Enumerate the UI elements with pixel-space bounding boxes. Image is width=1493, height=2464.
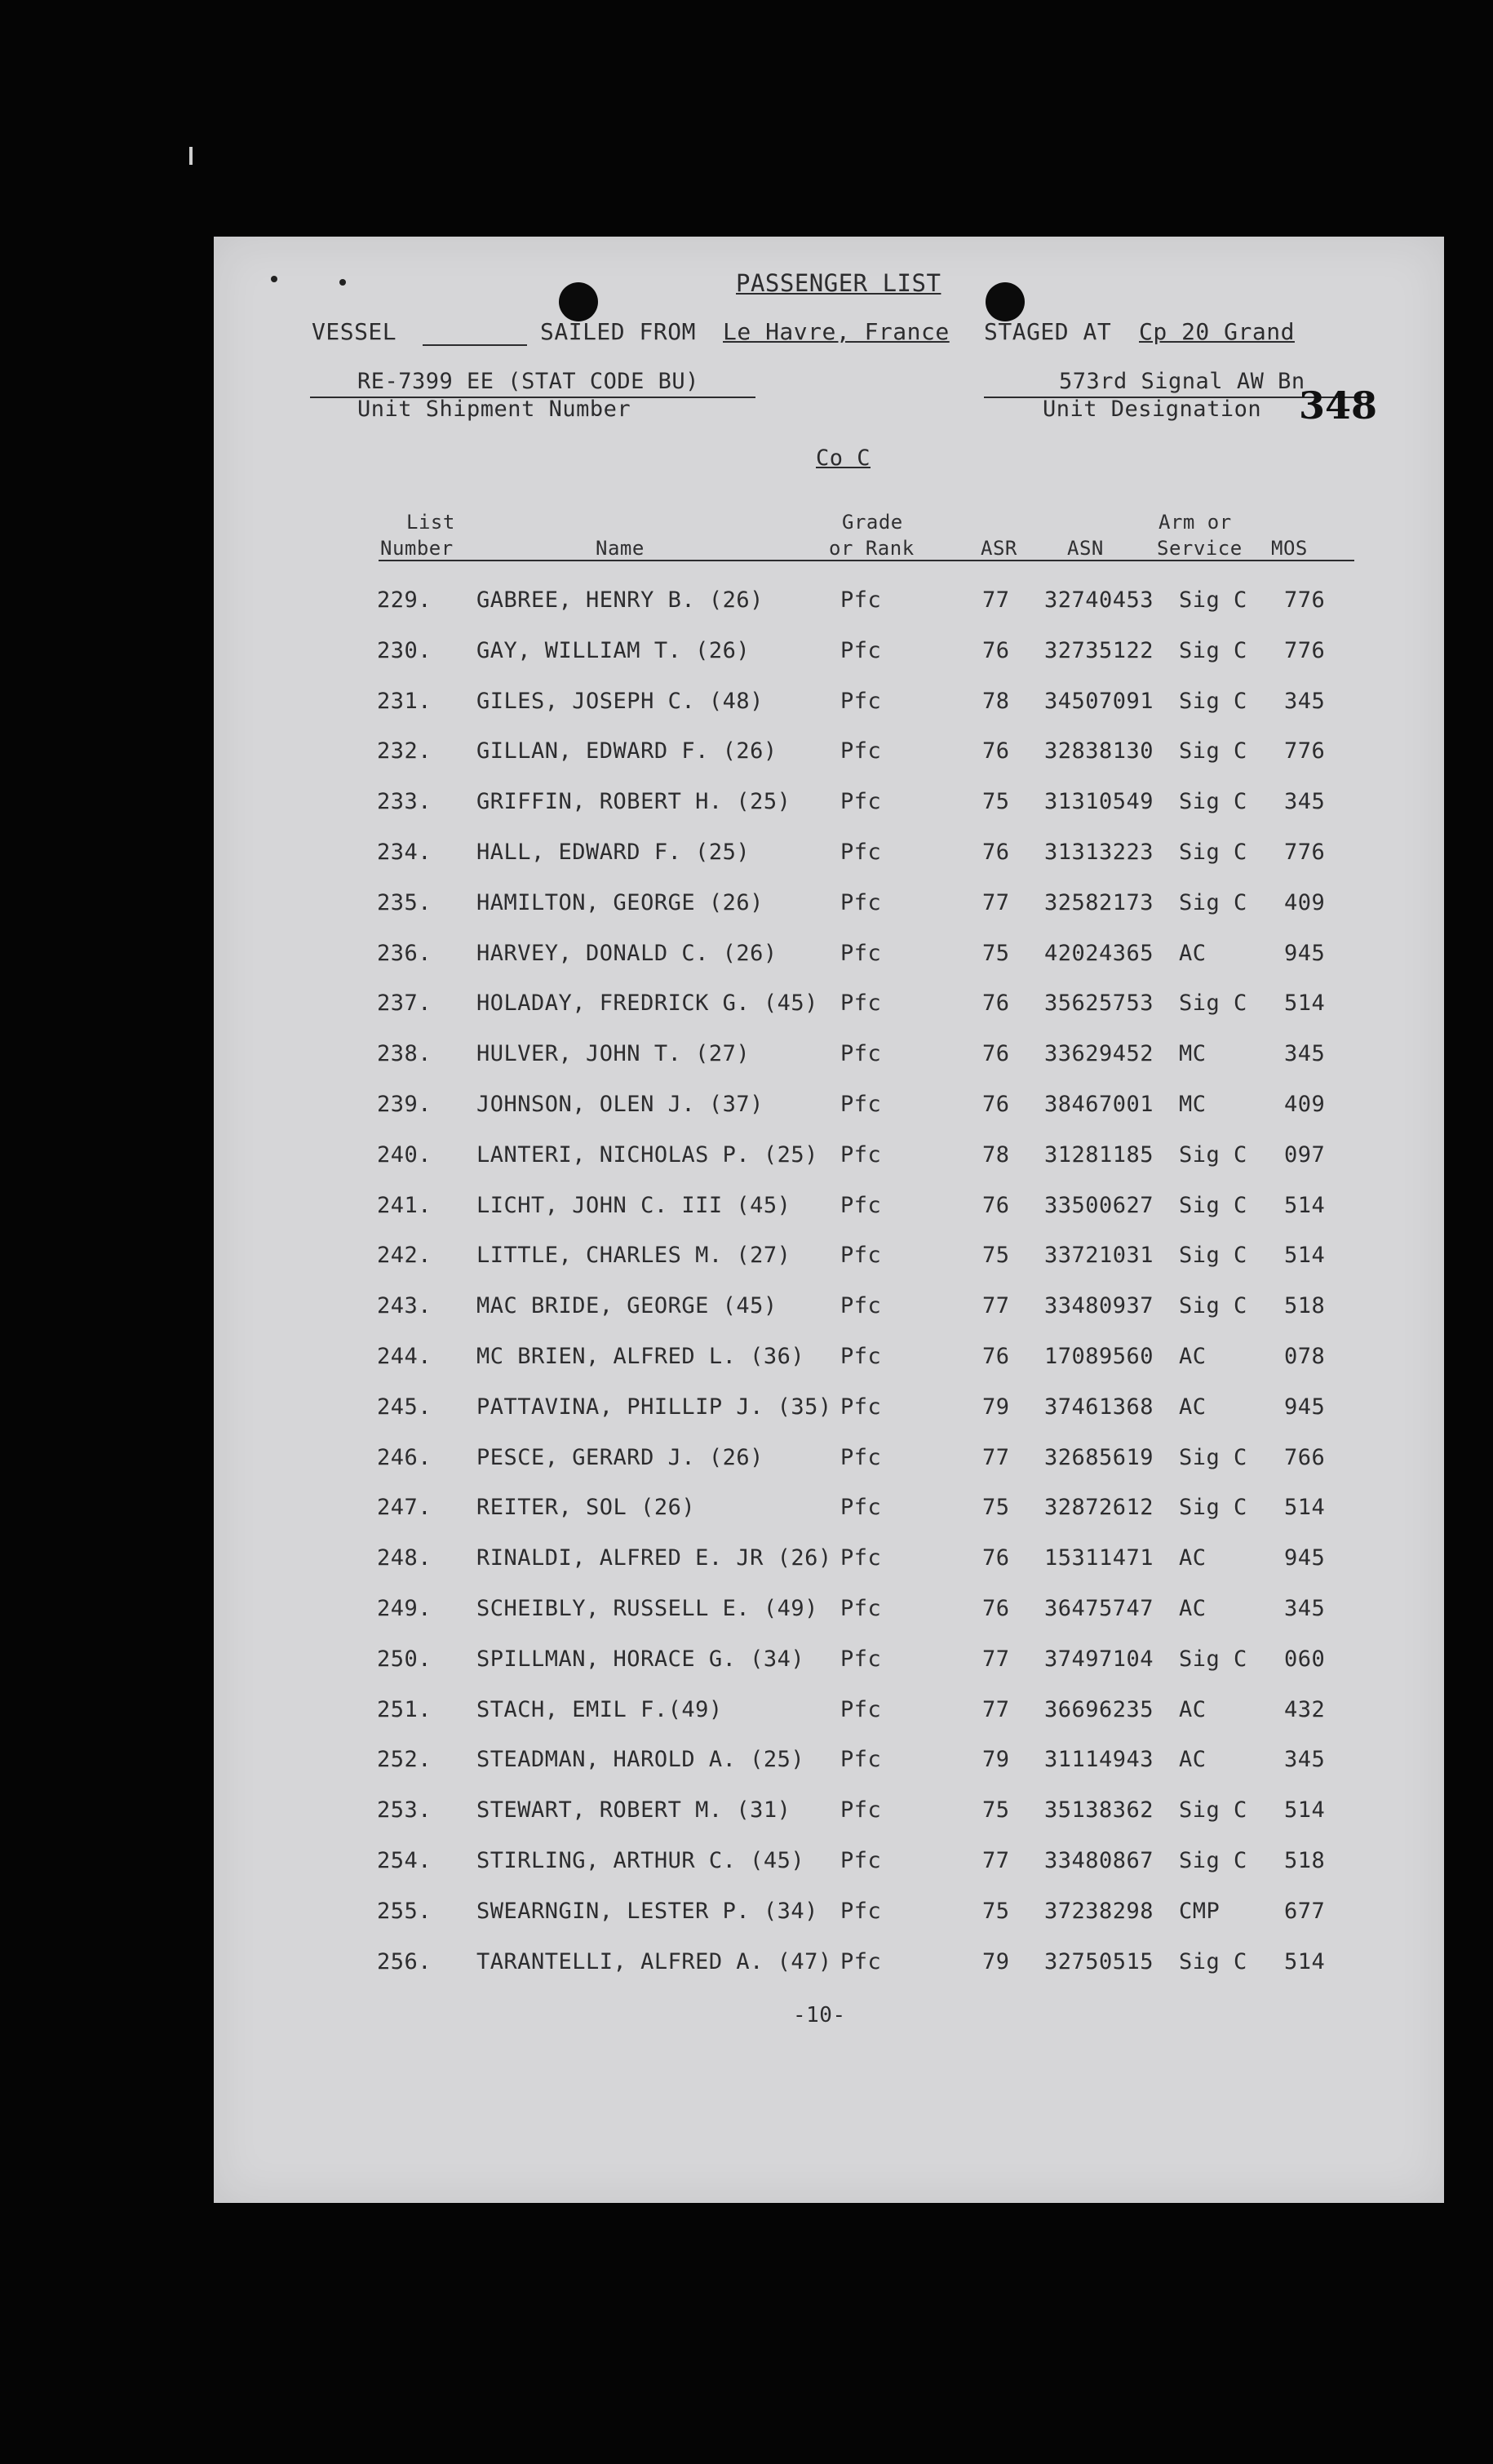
row-rank: Pfc <box>840 738 882 764</box>
row-mos: 514 <box>1284 990 1326 1016</box>
row-list-number: 233. <box>377 789 432 814</box>
row-list-number: 241. <box>377 1193 432 1218</box>
row-list-number: 235. <box>377 890 432 915</box>
row-list-number: 254. <box>377 1848 432 1873</box>
table-row <box>214 890 1444 923</box>
row-rank: Pfc <box>840 1899 882 1924</box>
row-rank: Pfc <box>840 1293 882 1318</box>
row-name: HARVEY, DONALD C. (26) <box>476 941 778 966</box>
row-asn: 35138362 <box>1044 1797 1154 1823</box>
row-asn: 33721031 <box>1044 1243 1154 1268</box>
row-list-number: 251. <box>377 1697 432 1722</box>
row-name: TARANTELLI, ALFRED A. (47) <box>476 1949 832 1974</box>
table-row <box>214 840 1444 872</box>
paper-speck <box>271 276 277 282</box>
row-arm-service: Sig C <box>1179 1243 1247 1268</box>
vessel-blank <box>423 344 527 346</box>
header-rule <box>379 560 1354 561</box>
row-list-number: 255. <box>377 1899 432 1924</box>
row-rank: Pfc <box>840 1848 882 1873</box>
row-name: GILES, JOSEPH C. (48) <box>476 689 764 714</box>
row-mos: 345 <box>1284 1596 1326 1621</box>
row-arm-service: AC <box>1179 1545 1207 1571</box>
table-row <box>214 941 1444 973</box>
row-arm-service: Sig C <box>1179 1848 1247 1873</box>
row-arm-service: AC <box>1179 1747 1207 1772</box>
row-asr: 76 <box>982 990 1010 1016</box>
row-name: GRIFFIN, ROBERT H. (25) <box>476 789 791 814</box>
row-list-number: 247. <box>377 1495 432 1520</box>
row-rank: Pfc <box>840 1949 882 1974</box>
row-rank: Pfc <box>840 689 882 714</box>
row-asr: 76 <box>982 1041 1010 1066</box>
row-name: RINALDI, ALFRED E. JR (26) <box>476 1545 832 1571</box>
row-asn: 36475747 <box>1044 1596 1154 1621</box>
row-arm-service: MC <box>1179 1092 1207 1117</box>
table-row <box>214 1697 1444 1730</box>
header-number: Number <box>380 537 454 560</box>
row-arm-service: Sig C <box>1179 689 1247 714</box>
header-name: Name <box>596 537 645 560</box>
row-asn: 34507091 <box>1044 689 1154 714</box>
row-asr: 76 <box>982 638 1010 663</box>
row-asr: 77 <box>982 1646 1010 1672</box>
punch-hole-right <box>986 282 1025 321</box>
row-asn: 31310549 <box>1044 789 1154 814</box>
row-asr: 75 <box>982 1899 1010 1924</box>
table-row <box>214 1445 1444 1478</box>
row-list-number: 230. <box>377 638 432 663</box>
table-row <box>214 1747 1444 1779</box>
row-mos: 945 <box>1284 941 1326 966</box>
row-rank: Pfc <box>840 1142 882 1168</box>
row-name: LICHT, JOHN C. III (45) <box>476 1193 791 1218</box>
row-asn: 32685619 <box>1044 1445 1154 1470</box>
row-mos: 514 <box>1284 1797 1326 1823</box>
row-name: GABREE, HENRY B. (26) <box>476 587 764 613</box>
row-mos: 518 <box>1284 1848 1326 1873</box>
row-mos: 766 <box>1284 1445 1326 1470</box>
table-row <box>214 1243 1444 1275</box>
row-asn: 32750515 <box>1044 1949 1154 1974</box>
row-rank: Pfc <box>840 1344 882 1369</box>
table-row <box>214 1041 1444 1074</box>
row-name: SCHEIBLY, RUSSELL E. (49) <box>476 1596 818 1621</box>
row-mos: 514 <box>1284 1495 1326 1520</box>
row-mos: 945 <box>1284 1545 1326 1571</box>
row-mos: 409 <box>1284 1092 1326 1117</box>
row-name: SWEARNGIN, LESTER P. (34) <box>476 1899 818 1924</box>
company-heading: Co C <box>816 445 871 471</box>
row-name: LANTERI, NICHOLAS P. (25) <box>476 1142 818 1168</box>
row-arm-service: AC <box>1179 941 1207 966</box>
row-name: SPILLMAN, HORACE G. (34) <box>476 1646 805 1672</box>
header-list: List <box>406 511 455 534</box>
table-row <box>214 1797 1444 1830</box>
row-mos: 945 <box>1284 1394 1326 1420</box>
row-asr: 78 <box>982 689 1010 714</box>
row-mos: 776 <box>1284 587 1326 613</box>
row-rank: Pfc <box>840 840 882 865</box>
row-arm-service: Sig C <box>1179 1193 1247 1218</box>
row-list-number: 236. <box>377 941 432 966</box>
row-list-number: 252. <box>377 1747 432 1772</box>
row-asn: 17089560 <box>1044 1344 1154 1369</box>
row-list-number: 246. <box>377 1445 432 1470</box>
row-arm-service: AC <box>1179 1394 1207 1420</box>
row-asn: 32872612 <box>1044 1495 1154 1520</box>
row-list-number: 232. <box>377 738 432 764</box>
row-arm-service: Sig C <box>1179 1495 1247 1520</box>
row-rank: Pfc <box>840 789 882 814</box>
row-asr: 76 <box>982 738 1010 764</box>
row-name: HAMILTON, GEORGE (26) <box>476 890 764 915</box>
row-mos: 776 <box>1284 638 1326 663</box>
row-name: HALL, EDWARD F. (25) <box>476 840 751 865</box>
staged-at-label: STAGED AT <box>984 318 1112 345</box>
row-mos: 518 <box>1284 1293 1326 1318</box>
row-asr: 77 <box>982 1848 1010 1873</box>
row-asn: 37497104 <box>1044 1646 1154 1672</box>
row-rank: Pfc <box>840 1747 882 1772</box>
staged-at-value: Cp 20 Grand <box>1139 318 1295 345</box>
row-name: HULVER, JOHN T. (27) <box>476 1041 751 1066</box>
row-asn: 31281185 <box>1044 1142 1154 1168</box>
row-asn: 32735122 <box>1044 638 1154 663</box>
table-row <box>214 1193 1444 1225</box>
row-list-number: 240. <box>377 1142 432 1168</box>
unit-shipment-caption: Unit Shipment Number <box>357 397 631 422</box>
row-name: MAC BRIDE, GEORGE (45) <box>476 1293 778 1318</box>
paper-speck <box>339 279 346 286</box>
row-asr: 77 <box>982 1697 1010 1722</box>
row-rank: Pfc <box>840 1193 882 1218</box>
row-list-number: 253. <box>377 1797 432 1823</box>
row-rank: Pfc <box>840 1646 882 1672</box>
row-asn: 36696235 <box>1044 1697 1154 1722</box>
table-row <box>214 587 1444 620</box>
row-asn: 31313223 <box>1044 840 1154 865</box>
row-mos: 345 <box>1284 689 1326 714</box>
row-asn: 38467001 <box>1044 1092 1154 1117</box>
row-asr: 76 <box>982 840 1010 865</box>
row-asn: 33629452 <box>1044 1041 1154 1066</box>
row-asr: 76 <box>982 1193 1010 1218</box>
page-number: -10- <box>793 2003 846 2027</box>
row-rank: Pfc <box>840 1394 882 1420</box>
row-mos: 078 <box>1284 1344 1326 1369</box>
row-arm-service: Sig C <box>1179 1445 1247 1470</box>
row-rank: Pfc <box>840 1495 882 1520</box>
row-name: PESCE, GERARD J. (26) <box>476 1445 764 1470</box>
row-arm-service: AC <box>1179 1596 1207 1621</box>
row-name: MC BRIEN, ALFRED L. (36) <box>476 1344 805 1369</box>
header-arm-or: Arm or <box>1159 511 1232 534</box>
table-row <box>214 789 1444 822</box>
row-arm-service: AC <box>1179 1344 1207 1369</box>
row-asn: 15311471 <box>1044 1545 1154 1571</box>
row-mos: 776 <box>1284 840 1326 865</box>
header-or-rank: or Rank <box>829 537 915 560</box>
row-name: GILLAN, EDWARD F. (26) <box>476 738 778 764</box>
row-arm-service: Sig C <box>1179 738 1247 764</box>
row-rank: Pfc <box>840 1596 882 1621</box>
row-asr: 79 <box>982 1747 1010 1772</box>
row-list-number: 234. <box>377 840 432 865</box>
row-asr: 79 <box>982 1949 1010 1974</box>
row-arm-service: Sig C <box>1179 890 1247 915</box>
table-row <box>214 1545 1444 1578</box>
row-name: STEADMAN, HAROLD A. (25) <box>476 1747 805 1772</box>
row-list-number: 244. <box>377 1344 432 1369</box>
row-mos: 345 <box>1284 1041 1326 1066</box>
table-row <box>214 1394 1444 1427</box>
table-row <box>214 1344 1444 1376</box>
table-row <box>214 638 1444 671</box>
row-asn: 33500627 <box>1044 1193 1154 1218</box>
row-asr: 77 <box>982 587 1010 613</box>
row-name: LITTLE, CHARLES M. (27) <box>476 1243 791 1268</box>
row-asn: 32582173 <box>1044 890 1154 915</box>
row-list-number: 239. <box>377 1092 432 1117</box>
row-rank: Pfc <box>840 587 882 613</box>
row-name: JOHNSON, OLEN J. (37) <box>476 1092 764 1117</box>
row-mos: 677 <box>1284 1899 1326 1924</box>
table-row <box>214 1092 1444 1124</box>
table-row <box>214 689 1444 721</box>
row-asr: 75 <box>982 1495 1010 1520</box>
row-list-number: 245. <box>377 1394 432 1420</box>
row-list-number: 237. <box>377 990 432 1016</box>
row-rank: Pfc <box>840 1797 882 1823</box>
page-title: PASSENGER LIST <box>736 269 941 297</box>
row-list-number: 248. <box>377 1545 432 1571</box>
row-arm-service: Sig C <box>1179 1797 1247 1823</box>
header-grade: Grade <box>842 511 903 534</box>
table-row <box>214 1142 1444 1175</box>
row-rank: Pfc <box>840 890 882 915</box>
row-rank: Pfc <box>840 990 882 1016</box>
row-name: STACH, EMIL F.(49) <box>476 1697 723 1722</box>
margin-mark <box>189 147 193 165</box>
header-asr: ASR <box>981 537 1017 560</box>
row-mos: 345 <box>1284 789 1326 814</box>
row-asr: 75 <box>982 1243 1010 1268</box>
table-row <box>214 1596 1444 1629</box>
row-arm-service: AC <box>1179 1697 1207 1722</box>
row-mos: 409 <box>1284 890 1326 915</box>
row-arm-service: Sig C <box>1179 1142 1247 1168</box>
row-list-number: 229. <box>377 587 432 613</box>
row-name: PATTAVINA, PHILLIP J. (35) <box>476 1394 832 1420</box>
row-asr: 76 <box>982 1092 1010 1117</box>
row-name: HOLADAY, FREDRICK G. (45) <box>476 990 818 1016</box>
row-rank: Pfc <box>840 1545 882 1571</box>
unit-designation: 573rd Signal AW Bn <box>1059 369 1305 394</box>
row-rank: Pfc <box>840 1243 882 1268</box>
row-mos: 345 <box>1284 1747 1326 1772</box>
row-asn: 37238298 <box>1044 1899 1154 1924</box>
row-name: REITER, SOL (26) <box>476 1495 696 1520</box>
row-arm-service: Sig C <box>1179 1646 1247 1672</box>
row-arm-service: Sig C <box>1179 638 1247 663</box>
table-row <box>214 1848 1444 1881</box>
table-row <box>214 990 1444 1023</box>
row-list-number: 242. <box>377 1243 432 1268</box>
row-arm-service: Sig C <box>1179 1293 1247 1318</box>
table-row <box>214 1646 1444 1679</box>
row-asr: 76 <box>982 1545 1010 1571</box>
row-list-number: 243. <box>377 1293 432 1318</box>
row-mos: 097 <box>1284 1142 1326 1168</box>
passenger-list-page <box>214 237 1444 2203</box>
row-asr: 78 <box>982 1142 1010 1168</box>
header-service: Service <box>1157 537 1243 560</box>
unit-shipment-number: RE-7399 EE (STAT CODE BU) <box>357 369 699 394</box>
row-rank: Pfc <box>840 1041 882 1066</box>
row-asr: 75 <box>982 789 1010 814</box>
unit-designation-caption: Unit Designation <box>1043 397 1262 422</box>
table-row <box>214 1949 1444 1982</box>
row-mos: 432 <box>1284 1697 1326 1722</box>
table-row <box>214 1899 1444 1931</box>
row-name: STIRLING, ARTHUR C. (45) <box>476 1848 805 1873</box>
header-asn: ASN <box>1067 537 1104 560</box>
row-asr: 77 <box>982 1293 1010 1318</box>
row-asn: 42024365 <box>1044 941 1154 966</box>
row-mos: 514 <box>1284 1243 1326 1268</box>
row-rank: Pfc <box>840 941 882 966</box>
page-stamp-number: 348 <box>1299 383 1378 428</box>
row-rank: Pfc <box>840 1445 882 1470</box>
row-mos: 776 <box>1284 738 1326 764</box>
row-mos: 514 <box>1284 1193 1326 1218</box>
row-list-number: 238. <box>377 1041 432 1066</box>
row-asr: 75 <box>982 1797 1010 1823</box>
row-arm-service: CMP <box>1179 1899 1221 1924</box>
row-asr: 79 <box>982 1394 1010 1420</box>
punch-hole-left <box>559 282 598 321</box>
row-asr: 76 <box>982 1596 1010 1621</box>
row-arm-service: Sig C <box>1179 840 1247 865</box>
row-asn: 33480867 <box>1044 1848 1154 1873</box>
table-row <box>214 738 1444 771</box>
row-list-number: 256. <box>377 1949 432 1974</box>
row-asn: 35625753 <box>1044 990 1154 1016</box>
header-mos: MOS <box>1271 537 1308 560</box>
row-mos: 060 <box>1284 1646 1326 1672</box>
table-row <box>214 1293 1444 1326</box>
row-asn: 32838130 <box>1044 738 1154 764</box>
sailed-from-label: SAILED FROM <box>540 318 696 345</box>
row-arm-service: Sig C <box>1179 587 1247 613</box>
row-asn: 37461368 <box>1044 1394 1154 1420</box>
row-rank: Pfc <box>840 1697 882 1722</box>
row-list-number: 231. <box>377 689 432 714</box>
row-rank: Pfc <box>840 638 882 663</box>
row-list-number: 250. <box>377 1646 432 1672</box>
row-asn: 31114943 <box>1044 1747 1154 1772</box>
row-list-number: 249. <box>377 1596 432 1621</box>
row-asr: 76 <box>982 1344 1010 1369</box>
row-name: STEWART, ROBERT M. (31) <box>476 1797 791 1823</box>
row-name: GAY, WILLIAM T. (26) <box>476 638 751 663</box>
row-arm-service: Sig C <box>1179 789 1247 814</box>
row-asn: 33480937 <box>1044 1293 1154 1318</box>
vessel-label: VESSEL <box>312 318 397 345</box>
row-asn: 32740453 <box>1044 587 1154 613</box>
row-arm-service: Sig C <box>1179 1949 1247 1974</box>
table-row <box>214 1495 1444 1527</box>
sailed-from-value: Le Havre, France <box>723 318 950 345</box>
row-rank: Pfc <box>840 1092 882 1117</box>
row-asr: 77 <box>982 890 1010 915</box>
row-mos: 514 <box>1284 1949 1326 1974</box>
row-arm-service: Sig C <box>1179 990 1247 1016</box>
row-asr: 77 <box>982 1445 1010 1470</box>
row-arm-service: MC <box>1179 1041 1207 1066</box>
row-asr: 75 <box>982 941 1010 966</box>
